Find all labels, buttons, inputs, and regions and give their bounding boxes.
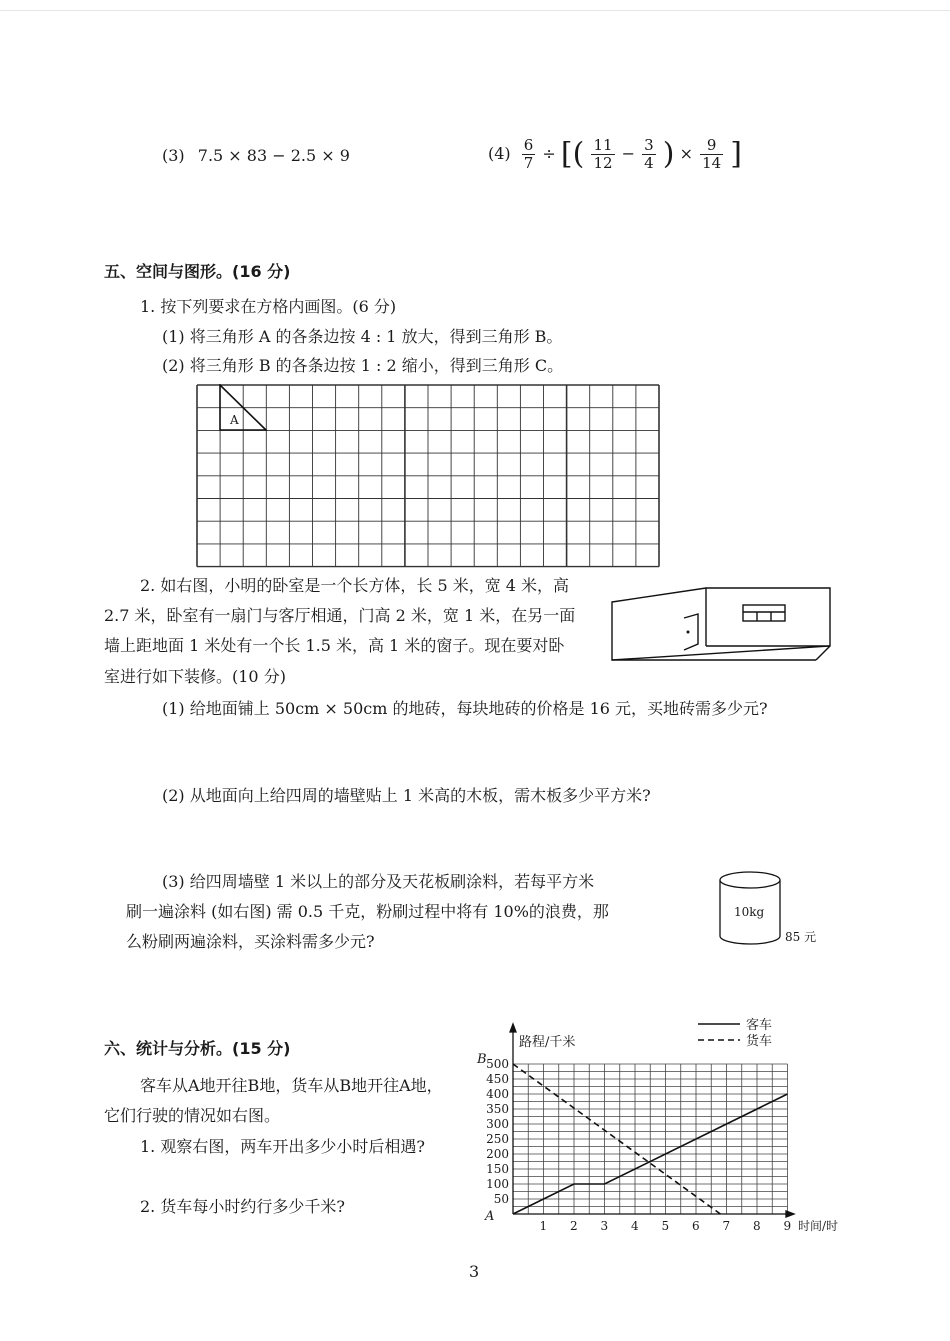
legend-label-客车: 客车 [746,1018,773,1033]
y-axis-arrow [510,1024,516,1032]
travel-chart [470,1012,850,1240]
x-tick-label: 9 [783,1219,792,1233]
section5-q1: 1. 按下列要求在方格内画图。(6 分) [140,297,397,316]
x-axis-title: 时间/时 [798,1219,839,1233]
section5-q2-part2: (2) 从地面向上给四周的墙壁贴上 1 米高的木板，需木板多少平方米? [162,786,651,805]
calc-q4-label: (4) [488,144,511,163]
fraction-numerator: 3 [644,136,654,154]
section6-heading: 六、统计与分析。(15 分) [104,1039,291,1058]
door-knob [687,631,690,634]
room-illustration [606,584,836,668]
fraction-numerator: 11 [593,136,613,154]
y-tick-label: 150 [486,1162,509,1176]
fraction-eleven-twelfths [591,137,614,172]
y-tick-label: 100 [486,1177,509,1191]
y-tick-label: 350 [486,1102,509,1116]
room-outline [612,588,830,660]
triangle-a-label: A [230,413,239,427]
section6-intro-line2: 它们行驶的情况如右图。 [104,1106,281,1125]
x-tick-label: 8 [753,1219,761,1233]
fraction-numerator: 9 [700,137,723,155]
fraction-denominator: 4 [644,154,654,172]
legend-label-货车: 货车 [746,1034,773,1049]
x-tick-label: 5 [661,1219,670,1233]
section6-q1: 1. 观察右图，两车开出多少小时后相遇? [140,1137,425,1156]
left-parenthesis: ( [572,136,585,172]
y-tick-label: 200 [486,1147,509,1161]
bucket-lid [720,872,780,888]
x-axis-arrow [786,1211,794,1217]
bucket-price-label: 85 元 [785,930,817,944]
fraction-denominator: 12 [593,154,613,172]
origin-point-label: A [485,1209,495,1224]
fraction-six-sevenths [522,137,536,172]
section5-q1-part1: (1) 将三角形 A 的各条边按 4 : 1 放大，得到三角形 B。 [162,327,563,346]
drawing-grid[interactable] [196,384,664,572]
y-top-point-label: B [477,1052,487,1067]
top-rule [0,10,950,11]
calc-q3 [162,146,350,166]
calc-q3-label: (3) [162,146,185,165]
door [684,614,698,650]
section5-heading: 五、空间与图形。(16 分) [104,262,291,281]
y-axis-title: 路程/千米 [519,1035,576,1050]
minus-sign: − [621,144,636,163]
y-tick-label: 50 [493,1192,509,1206]
x-tick-label: 7 [722,1219,731,1233]
window [743,605,785,621]
fraction-numerator: 6 [523,136,534,154]
section5-q2-part3-line1: (3) 给四周墙壁 1 米以上的部分及天花板刷涂料，若每平方米 [162,872,595,891]
section5-q2-part1: (1) 给地面铺上 50cm × 50cm 的地砖，每块地砖的价格是 16 元，买地砖需多少元? [162,699,768,718]
section5-q1-part2: (2) 将三角形 B 的各条边按 1 : 2 缩小，得到三角形 C。 [162,356,564,375]
fraction-denominator: 14 [702,154,722,172]
room-edge [816,646,830,660]
left-square-bracket: [ [560,136,573,172]
y-tick-label: 400 [486,1087,509,1101]
x-tick-label: 6 [692,1219,700,1233]
x-tick-label: 2 [570,1219,578,1233]
section6-q2: 2. 货车每小时约行多少千米? [140,1197,345,1216]
x-tick-label: 3 [600,1219,609,1233]
y-tick-label: 250 [486,1132,509,1146]
section6-intro-line1: 客车从A地开往B地，货车从B地开往A地， [140,1076,443,1095]
bucket-weight-label: 10kg [734,905,765,919]
right-parenthesis: ) [662,136,675,172]
section5-q2-line4: 室进行如下装修。(10 分) [104,667,286,686]
times-sign: × [679,144,693,163]
section5-q2-line3: 墙上距地面 1 米处有一个长 1.5 米，高 1 米的窗子。现在要对卧 [104,636,565,655]
calc-q3-expression: 7.5 × 83 − 2.5 × 9 [197,146,350,165]
x-tick-label: 4 [631,1219,639,1233]
y-tick-label: 450 [486,1072,509,1086]
paint-bucket [716,868,826,950]
x-tick-label: 1 [539,1219,548,1233]
section5-q2-part3-line3: 么粉刷两遍涂料，买涂料需多少元? [126,932,375,951]
y-tick-label: 500 [486,1057,509,1071]
section5-q2-line1: 2. 如右图，小明的卧室是一个长方体，长 5 米，宽 4 米，高 [140,576,570,595]
section5-q2-part3-line2: 刷一遍涂料 (如右图) 需 0.5 千克，粉刷过程中将有 10%的浪费，那 [126,902,609,921]
fraction-nine-fourteenths [700,137,723,172]
fraction-denominator: 7 [523,154,534,172]
fraction-three-quarters [642,137,656,172]
y-tick-label: 300 [486,1117,509,1131]
calc-q4 [488,134,742,174]
page-number: 3 [469,1262,480,1281]
section5-q2-line2: 2.7 米，卧室有一扇门与客厅相通，门高 2 米，宽 1 米，在另一面 [104,606,576,625]
right-square-bracket: ] [730,136,742,172]
divide-sign: ÷ [542,144,556,163]
